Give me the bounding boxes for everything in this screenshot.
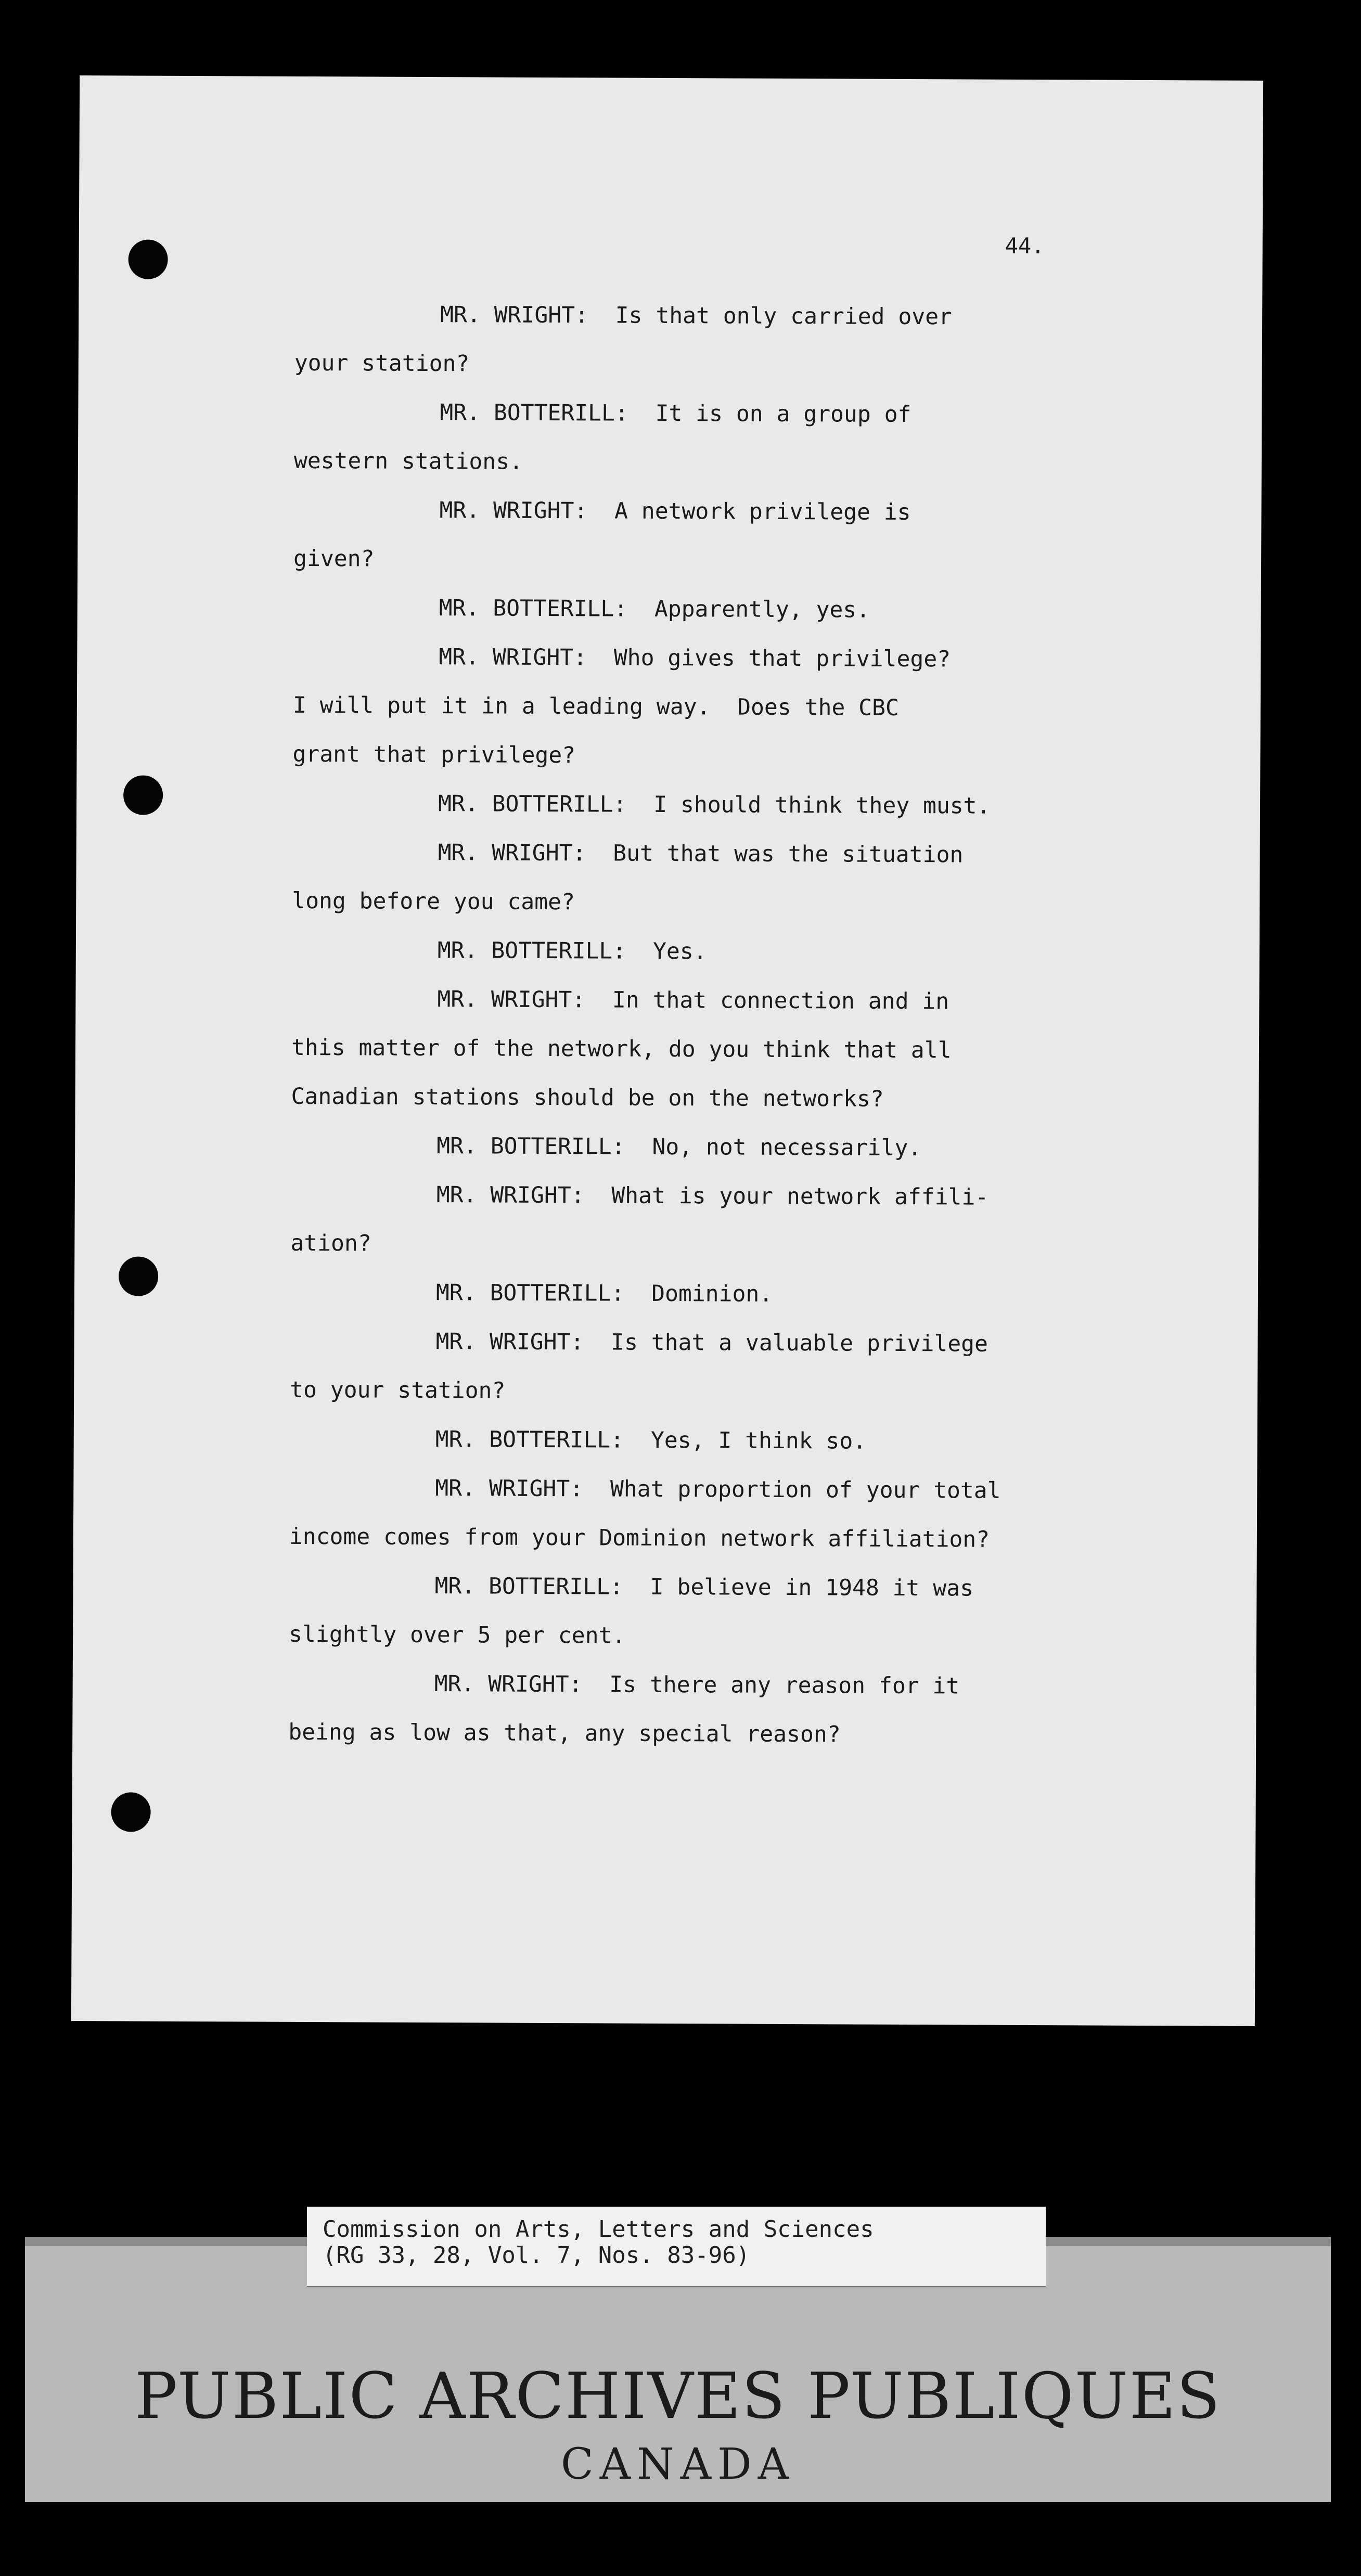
transcript-continuation-line: income comes from your Dominion network affiliation?	[289, 1523, 990, 1553]
transcript-continuation-line: this matter of the network, do you think that all	[291, 1034, 952, 1064]
speech-text: Is that a valuable privilege	[611, 1329, 988, 1357]
speaker-name: MR. WRIGHT:	[435, 1329, 584, 1356]
speaker-name: MR. WRIGHT:	[440, 302, 589, 329]
transcript-continuation-line: ation?	[290, 1230, 371, 1257]
transcript-line	[291, 974, 1176, 1027]
transcript-paragraph	[290, 1268, 1175, 1320]
speech-text: Is there any reason for it	[609, 1671, 960, 1699]
transcript-line	[288, 1659, 1173, 1711]
speech-text: I should think they must.	[653, 791, 991, 819]
speaker-name: MR. BOTTERILL:	[439, 595, 628, 622]
transcript-line	[293, 632, 1177, 685]
archive-stamp-strip	[25, 2216, 1331, 2502]
transcript-continuation-line: given?	[293, 545, 375, 572]
transcript-body	[288, 290, 1179, 1760]
transcript-paragraph	[291, 1121, 1175, 1174]
transcript-line	[292, 828, 1176, 880]
speaker-name: MR. BOTTERILL:	[440, 400, 628, 427]
transcript-line	[290, 1317, 1174, 1369]
transcript-line	[289, 1463, 1174, 1516]
speaker-name: MR. BOTTERILL:	[435, 1426, 624, 1453]
archive-label-line-1: Commission on Arts, Letters and Sciences	[323, 2216, 874, 2243]
punch-hole-2	[123, 775, 163, 815]
transcript-continuation-line: grant that privilege?	[292, 741, 576, 769]
transcript-continuation-line: slightly over 5 per cent.	[288, 1621, 626, 1649]
speaker-name: MR. BOTTERILL:	[435, 1280, 625, 1307]
speech-text: Apparently, yes.	[654, 596, 870, 623]
transcript-line	[294, 388, 1178, 440]
transcript-paragraph	[294, 290, 1179, 391]
transcript-line	[290, 1414, 1174, 1467]
speaker-name: MR. WRIGHT:	[439, 644, 587, 671]
page-number: 44.	[1005, 233, 1045, 259]
speaker-name: MR. BOTTERILL:	[438, 791, 627, 818]
punch-hole-1	[128, 239, 168, 279]
transcript-line	[290, 1268, 1175, 1320]
transcript-paragraph	[292, 828, 1177, 929]
transcript-paragraph	[291, 974, 1176, 1125]
document-page	[71, 75, 1263, 2026]
transcript-continuation-line: long before you came?	[292, 887, 575, 916]
speech-text: What is your network affili-	[611, 1182, 989, 1210]
speech-text: What proportion of your total	[610, 1476, 1001, 1504]
speech-text: Yes, I think so.	[650, 1427, 867, 1454]
speech-text: In that connection and in	[612, 987, 949, 1015]
speech-text: But that was the situation	[613, 840, 964, 868]
speaker-name: MR. BOTTERILL:	[434, 1573, 624, 1600]
transcript-line	[291, 1121, 1175, 1174]
speaker-name: MR. WRIGHT:	[435, 1475, 584, 1502]
transcript-paragraph	[290, 1170, 1175, 1271]
transcript-continuation-line: Canadian stations should be on the networks?	[291, 1083, 884, 1112]
speaker-name: MR. WRIGHT:	[437, 986, 586, 1013]
speech-text: Dominion.	[651, 1280, 773, 1307]
transcript-paragraph	[290, 1414, 1174, 1467]
transcript-paragraph	[288, 1659, 1173, 1760]
speech-text: Yes.	[652, 938, 707, 965]
transcript-line	[294, 290, 1179, 342]
transcript-paragraph	[292, 632, 1177, 782]
speaker-name: MR. BOTTERILL:	[437, 937, 626, 964]
transcript-paragraph	[289, 1561, 1174, 1663]
transcript-continuation-line: I will put it in a leading way. Does the CBC	[292, 692, 899, 721]
speech-text: I believe in 1948 it was	[650, 1574, 974, 1602]
archive-label-line-2: (RG 33, 28, Vol. 7, Nos. 83-96)	[323, 2242, 750, 2269]
transcript-continuation-line: your station?	[294, 350, 470, 377]
speech-text: No, not necessarily.	[652, 1134, 922, 1162]
transcript-paragraph	[292, 925, 1176, 978]
archive-reference-label	[307, 2207, 1046, 2286]
speech-text: Is that only carried over	[615, 302, 953, 330]
transcript-line	[292, 925, 1176, 978]
transcript-continuation-line: being as low as that, any special reason?	[288, 1719, 841, 1748]
transcript-line	[291, 1170, 1175, 1222]
transcript-paragraph	[290, 1317, 1175, 1418]
punch-hole-4	[111, 1792, 150, 1832]
transcript-line	[292, 779, 1177, 831]
transcript-line	[293, 583, 1178, 636]
transcript-continuation-line: western stations.	[293, 447, 523, 475]
transcript-paragraph	[292, 779, 1177, 831]
speaker-name: MR. WRIGHT:	[438, 840, 586, 867]
speech-text: A network privilege is	[614, 498, 911, 526]
speaker-name: MR. WRIGHT:	[434, 1671, 583, 1698]
transcript-continuation-line: to your station?	[290, 1376, 506, 1404]
punch-hole-3	[119, 1256, 158, 1296]
speech-text: It is on a group of	[655, 400, 911, 428]
speaker-name: MR. WRIGHT:	[439, 497, 588, 524]
transcript-paragraph	[293, 583, 1178, 636]
transcript-line	[293, 485, 1178, 538]
archive-stamp-country: CANADA	[561, 2440, 795, 2489]
speaker-name: MR. BOTTERILL:	[436, 1133, 625, 1160]
transcript-paragraph	[294, 388, 1179, 489]
speech-text: Who gives that privilege?	[613, 645, 951, 673]
transcript-paragraph	[289, 1463, 1174, 1565]
archive-stamp-title: PUBLIC ARCHIVES PUBLIQUES	[134, 2359, 1222, 2433]
speaker-name: MR. WRIGHT:	[436, 1182, 585, 1209]
transcript-line	[289, 1561, 1173, 1614]
transcript-paragraph	[293, 485, 1178, 587]
